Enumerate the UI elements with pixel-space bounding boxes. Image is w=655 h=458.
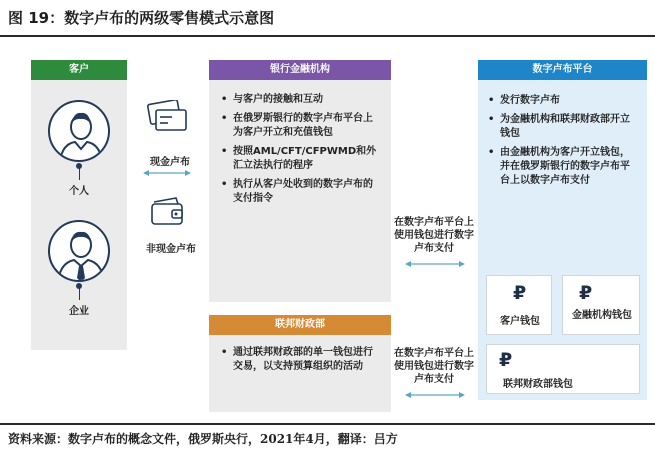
person-icon bbox=[50, 102, 110, 162]
bank-item: • 与客户的接触和互动 bbox=[221, 93, 381, 107]
source-note: 资料来源：数字卢布的概念文件，俄罗斯央行，2021年4月，翻译：吕方 bbox=[8, 432, 398, 446]
bank-item: • 按照AML/CFT/CFPWMD和外汇立法执行的程序 bbox=[221, 145, 381, 173]
individual-line bbox=[79, 168, 80, 180]
ruble-icon: ₽ bbox=[499, 349, 513, 371]
bank-body bbox=[209, 80, 391, 302]
ministry-wallet-label: 联邦财政部钱包 bbox=[503, 379, 573, 390]
bottom-rule bbox=[0, 423, 655, 425]
ministry-header: 联邦财政部 bbox=[209, 315, 391, 335]
platform-header: 数字卢布平台 bbox=[478, 60, 647, 80]
ministry-item: • 通过联邦财政部的单一钱包进行交易，以支持预算组织的活动 bbox=[221, 346, 381, 374]
institution-wallet-label: 金融机构钱包 bbox=[572, 310, 632, 321]
ministry-items bbox=[221, 346, 381, 374]
ministry-body bbox=[209, 335, 391, 412]
individual-label: 个人 bbox=[69, 186, 89, 197]
cards-icon bbox=[146, 100, 190, 134]
customer-wallet-label: 客户钱包 bbox=[500, 316, 540, 327]
ruble-icon: ₽ bbox=[513, 282, 527, 304]
bank-platform-arrow bbox=[404, 259, 466, 269]
cash-label: 现金卢布 bbox=[150, 157, 190, 168]
figure-title: 图 19：数字卢布的两级零售模式示意图 bbox=[8, 9, 275, 27]
customer-wallet-card bbox=[486, 275, 552, 335]
platform-item: • 由金融机构为客户开立钱包，并在俄罗斯银行的数字卢布平台上以数字卢布支付 bbox=[488, 146, 639, 188]
bank-item: • 在俄罗斯银行的数字卢布平台上为客户开立和充值钱包 bbox=[221, 112, 381, 140]
ministry-wallet-card bbox=[486, 344, 640, 394]
bank-items bbox=[221, 93, 381, 206]
enterprise-line bbox=[79, 288, 80, 300]
top-rule bbox=[0, 35, 655, 37]
non-cash-label: 非现金卢布 bbox=[146, 244, 196, 255]
businessman-icon bbox=[50, 222, 110, 282]
ruble-icon: ₽ bbox=[579, 282, 593, 304]
institution-wallet-card bbox=[562, 275, 640, 335]
platform-item: • 发行数字卢布 bbox=[488, 94, 639, 108]
platform-item: • 为金融机构和联邦财政部开立钱包 bbox=[488, 113, 639, 141]
bank-platform-flow-label: 在数字卢布平台上使用钱包进行数字卢布支付 bbox=[394, 217, 474, 254]
bank-item: • 执行从客户处收到的数字卢布的支付指令 bbox=[221, 178, 381, 206]
customer-header: 客户 bbox=[31, 60, 127, 80]
enterprise-avatar bbox=[48, 220, 110, 282]
ministry-platform-arrow bbox=[404, 390, 466, 400]
cash-arrow bbox=[142, 168, 192, 178]
platform-items bbox=[488, 94, 639, 188]
wallet-icon bbox=[150, 196, 186, 226]
ministry-platform-flow-label: 在数字卢布平台上使用钱包进行数字卢布支付 bbox=[394, 348, 474, 385]
enterprise-label: 企业 bbox=[69, 306, 89, 317]
bank-header: 银行金融机构 bbox=[209, 60, 391, 80]
individual-avatar bbox=[48, 100, 110, 162]
